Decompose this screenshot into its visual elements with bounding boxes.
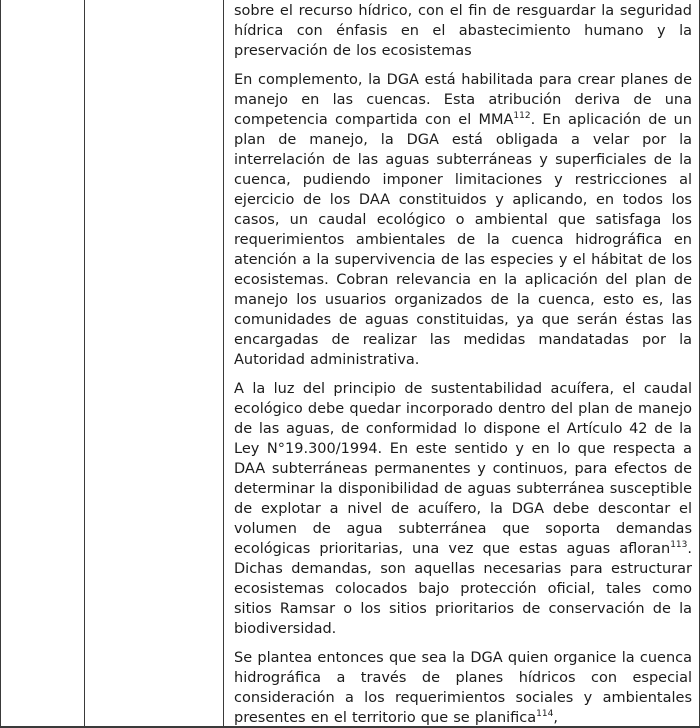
paragraph-text: Se plantea entonces que sea la DGA quien organice la cuenca hidrográfica a través de planes hídricos con especial consideración a los requerimientos sociales y ambientales presentes en el territorio que se planifica xyxy=(234,650,692,726)
footnote-ref: 112 xyxy=(513,111,531,122)
table-row xyxy=(1,0,699,726)
table-cell-middle xyxy=(85,0,224,726)
table-cell-body-text xyxy=(224,0,699,726)
paragraph-text: A la luz del principio de sustentabilidad acuífera, el caudal ecológico debe quedar incorporado dentro del plan de manejo de las aguas, de conformidad lo dispone el Artículo 42 de la Ley N°19.300/1994. En este sentido y en lo que respecta a DAA subterráneas permanentes y continuos, para efectos de determinar la disponibilidad de aguas subterránea susceptible de explotar a nivel de acuífero, la DGA debe descontar el volumen de agua subterránea que soporta demandas ecológicas prioritarias, una vez que estas aguas afloran xyxy=(234,381,692,557)
paragraph-text: En complemento, la DGA está habilitada para crear planes de manejo en las cuencas. Esta atribución deriva de una competencia compartida con el MMA xyxy=(234,72,692,128)
paragraph-text: sobre el recurso hídrico, con el fin de resguardar la seguridad hídrica con énfasis en el abastecimiento humano y la preservación de los ecosistemas xyxy=(234,3,692,59)
paragraph xyxy=(234,648,692,726)
paragraph xyxy=(234,70,692,370)
table-cell-left xyxy=(1,0,85,726)
paragraph-text: . Dichas demandas, son aquellas necesarias para estructurar ecosistemas colocados bajo protección oficial, tales como sitios Ramsar o los sitios prioritarios de conservación de la biodiversidad. xyxy=(234,541,692,637)
footnote-ref: 114 xyxy=(536,709,554,720)
paragraph-text: , xyxy=(553,710,558,726)
paragraph xyxy=(234,379,692,639)
paragraph-text: . En aplicación de un plan de manejo, la DGA está obligada a velar por la interrelación de las aguas subterráneas y superficiales de la cuenca, pudiendo imponer limitaciones y restricciones al ejercicio de los DAA constituidos y aplicando, en todos los casos, un caudal ecológico o ambiental que satisfaga los requerimientos ambientales de la cuenca hidrográfica en atención a la supervivencia de las especies y el hábitat de los ecosistemas. Cobran relevancia en la aplicación del plan de manejo los usuarios organizados de la cuenca, esto es, las comunidades de aguas constituidas, ya que serán éstas las encargadas de realizar las medidas mandatadas por la Autoridad administrativa. xyxy=(234,112,692,368)
footnote-ref: 113 xyxy=(670,540,688,551)
paragraph xyxy=(234,1,692,61)
